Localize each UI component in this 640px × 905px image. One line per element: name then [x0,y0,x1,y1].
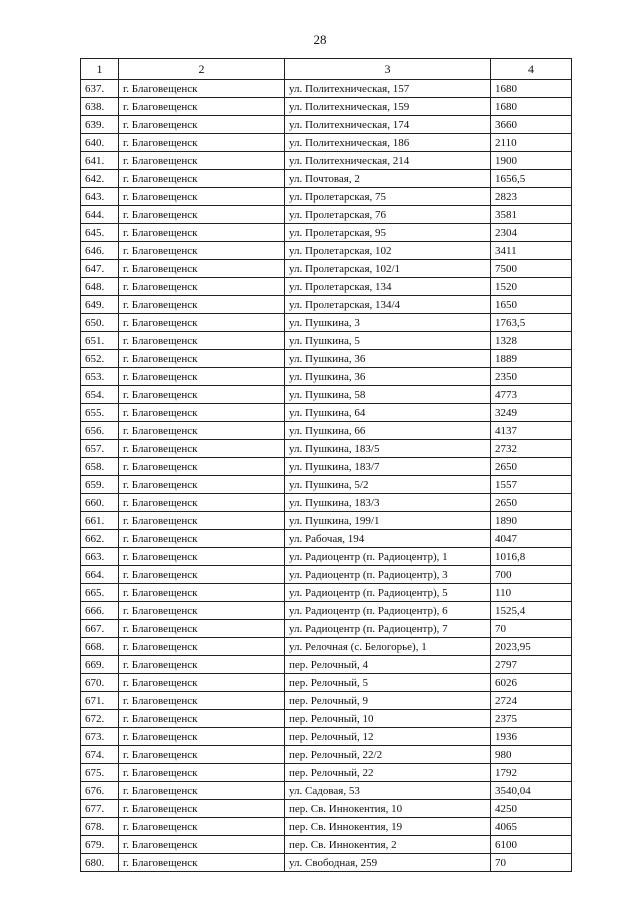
address-cell: ул. Пушкина, 58 [285,386,491,404]
row-number: 647. [81,260,119,278]
value-cell: 4773 [491,386,572,404]
address-cell: ул. Пушкина, 3 [285,314,491,332]
city-cell: г. Благовещенск [119,566,285,584]
address-cell: пер. Релочный, 10 [285,710,491,728]
header-col-3: 3 [285,59,491,80]
row-number: 671. [81,692,119,710]
row-number: 670. [81,674,119,692]
row-number: 660. [81,494,119,512]
address-cell: ул. Пушкина, 183/3 [285,494,491,512]
value-cell: 70 [491,620,572,638]
row-number: 680. [81,854,119,872]
city-cell: г. Благовещенск [119,170,285,188]
value-cell: 2650 [491,494,572,512]
value-cell: 2650 [491,458,572,476]
address-cell: пер. Св. Иннокентия, 19 [285,818,491,836]
value-cell: 3581 [491,206,572,224]
row-number: 678. [81,818,119,836]
row-number: 673. [81,728,119,746]
address-cell: ул. Политехническая, 214 [285,152,491,170]
row-number: 655. [81,404,119,422]
table-row [81,98,572,116]
header-col-1: 1 [81,59,119,80]
table-row [81,314,572,332]
address-cell: ул. Радиоцентр (п. Радиоцентр), 1 [285,548,491,566]
value-cell: 1889 [491,350,572,368]
address-cell: ул. Пушкина, 36 [285,368,491,386]
header-row [81,59,572,80]
table-row [81,566,572,584]
table-row [81,152,572,170]
address-cell: ул. Пролетарская, 95 [285,224,491,242]
city-cell: г. Благовещенск [119,134,285,152]
value-cell: 2724 [491,692,572,710]
value-cell: 1900 [491,152,572,170]
address-cell: ул. Радиоцентр (п. Радиоцентр), 5 [285,584,491,602]
row-number: 646. [81,242,119,260]
table-row [81,368,572,386]
value-cell: 2823 [491,188,572,206]
address-cell: пер. Св. Иннокентия, 10 [285,800,491,818]
address-cell: ул. Релочная (с. Белогорье), 1 [285,638,491,656]
city-cell: г. Благовещенск [119,728,285,746]
address-cell: ул. Пролетарская, 102/1 [285,260,491,278]
row-number: 638. [81,98,119,116]
row-number: 674. [81,746,119,764]
value-cell: 1680 [491,98,572,116]
row-number: 651. [81,332,119,350]
address-cell: ул. Радиоцентр (п. Радиоцентр), 7 [285,620,491,638]
address-cell: ул. Пушкина, 183/7 [285,458,491,476]
value-cell: 1792 [491,764,572,782]
city-cell: г. Благовещенск [119,800,285,818]
city-cell: г. Благовещенск [119,638,285,656]
table-row [81,620,572,638]
row-number: 677. [81,800,119,818]
row-number: 652. [81,350,119,368]
table-row [81,854,572,872]
row-number: 643. [81,188,119,206]
city-cell: г. Благовещенск [119,548,285,566]
table-row [81,422,572,440]
row-number: 672. [81,710,119,728]
table-row [81,260,572,278]
value-cell: 1525,4 [491,602,572,620]
city-cell: г. Благовещенск [119,368,285,386]
table-row [81,206,572,224]
city-cell: г. Благовещенск [119,80,285,98]
city-cell: г. Благовещенск [119,512,285,530]
table-row [81,512,572,530]
address-cell: ул. Радиоцентр (п. Радиоцентр), 6 [285,602,491,620]
city-cell: г. Благовещенск [119,746,285,764]
city-cell: г. Благовещенск [119,296,285,314]
table-row [81,134,572,152]
table-row [81,656,572,674]
value-cell: 1328 [491,332,572,350]
value-cell: 2350 [491,368,572,386]
value-cell: 4065 [491,818,572,836]
table-row [81,800,572,818]
row-number: 662. [81,530,119,548]
table-row [81,224,572,242]
city-cell: г. Благовещенск [119,494,285,512]
row-number: 666. [81,602,119,620]
value-cell: 2797 [491,656,572,674]
row-number: 656. [81,422,119,440]
value-cell: 6026 [491,674,572,692]
row-number: 659. [81,476,119,494]
table-row [81,170,572,188]
value-cell: 1016,8 [491,548,572,566]
table-row [81,602,572,620]
value-cell: 6100 [491,836,572,854]
address-cell: пер. Релочный, 9 [285,692,491,710]
row-number: 664. [81,566,119,584]
city-cell: г. Благовещенск [119,602,285,620]
table-row [81,584,572,602]
city-cell: г. Благовещенск [119,818,285,836]
row-number: 658. [81,458,119,476]
address-table [80,58,572,872]
city-cell: г. Благовещенск [119,332,285,350]
address-cell: ул. Пушкина, 5 [285,332,491,350]
table-row [81,494,572,512]
table-row [81,818,572,836]
row-number: 675. [81,764,119,782]
row-number: 640. [81,134,119,152]
value-cell: 4250 [491,800,572,818]
address-cell: ул. Свободная, 259 [285,854,491,872]
table-header [81,59,572,80]
value-cell: 2732 [491,440,572,458]
value-cell: 110 [491,584,572,602]
row-number: 653. [81,368,119,386]
value-cell: 1650 [491,296,572,314]
city-cell: г. Благовещенск [119,278,285,296]
address-cell: ул. Садовая, 53 [285,782,491,800]
city-cell: г. Благовещенск [119,656,285,674]
value-cell: 70 [491,854,572,872]
table-row [81,728,572,746]
address-cell: ул. Пушкина, 66 [285,422,491,440]
city-cell: г. Благовещенск [119,422,285,440]
table-row [81,674,572,692]
address-cell: пер. Св. Иннокентия, 2 [285,836,491,854]
value-cell: 3249 [491,404,572,422]
city-cell: г. Благовещенск [119,710,285,728]
city-cell: г. Благовещенск [119,206,285,224]
address-cell: ул. Радиоцентр (п. Радиоцентр), 3 [285,566,491,584]
address-cell: ул. Пушкина, 183/5 [285,440,491,458]
table-row [81,458,572,476]
value-cell: 2304 [491,224,572,242]
city-cell: г. Благовещенск [119,620,285,638]
value-cell: 3411 [491,242,572,260]
row-number: 644. [81,206,119,224]
value-cell: 700 [491,566,572,584]
address-cell: ул. Политехническая, 159 [285,98,491,116]
row-number: 668. [81,638,119,656]
table-row [81,638,572,656]
table-row [81,296,572,314]
table-row [81,350,572,368]
city-cell: г. Благовещенск [119,764,285,782]
address-cell: ул. Пушкина, 5/2 [285,476,491,494]
table-row [81,782,572,800]
row-number: 667. [81,620,119,638]
address-cell: ул. Политехническая, 157 [285,80,491,98]
table-row [81,188,572,206]
row-number: 637. [81,80,119,98]
address-cell: пер. Релочный, 12 [285,728,491,746]
table-row [81,242,572,260]
table-row [81,836,572,854]
row-number: 657. [81,440,119,458]
table-row [81,692,572,710]
city-cell: г. Благовещенск [119,782,285,800]
table-row [81,746,572,764]
row-number: 663. [81,548,119,566]
address-cell: ул. Пролетарская, 134/4 [285,296,491,314]
address-cell: ул. Рабочая, 194 [285,530,491,548]
row-number: 641. [81,152,119,170]
value-cell: 1936 [491,728,572,746]
city-cell: г. Благовещенск [119,152,285,170]
value-cell: 1557 [491,476,572,494]
header-col-2: 2 [119,59,285,80]
value-cell: 7500 [491,260,572,278]
address-cell: ул. Пролетарская, 102 [285,242,491,260]
page-number: 28 [313,32,327,47]
row-number: 642. [81,170,119,188]
value-cell: 3540,04 [491,782,572,800]
address-cell: пер. Релочный, 22/2 [285,746,491,764]
city-cell: г. Благовещенск [119,188,285,206]
city-cell: г. Благовещенск [119,584,285,602]
row-number: 654. [81,386,119,404]
city-cell: г. Благовещенск [119,350,285,368]
header-col-4: 4 [491,59,572,80]
table-row [81,764,572,782]
table-row [81,80,572,98]
value-cell: 1656,5 [491,170,572,188]
value-cell: 1520 [491,278,572,296]
row-number: 669. [81,656,119,674]
value-cell: 1890 [491,512,572,530]
city-cell: г. Благовещенск [119,836,285,854]
address-cell: ул. Пролетарская, 134 [285,278,491,296]
address-cell: пер. Релочный, 5 [285,674,491,692]
address-cell: пер. Релочный, 4 [285,656,491,674]
city-cell: г. Благовещенск [119,476,285,494]
value-cell: 2110 [491,134,572,152]
table-row [81,332,572,350]
value-cell: 1763,5 [491,314,572,332]
address-cell: ул. Пушкина, 36 [285,350,491,368]
value-cell: 2023,95 [491,638,572,656]
city-cell: г. Благовещенск [119,854,285,872]
city-cell: г. Благовещенск [119,458,285,476]
address-cell: ул. Политехническая, 174 [285,116,491,134]
value-cell: 4047 [491,530,572,548]
row-number: 661. [81,512,119,530]
city-cell: г. Благовещенск [119,224,285,242]
city-cell: г. Благовещенск [119,404,285,422]
value-cell: 2375 [491,710,572,728]
address-cell: пер. Релочный, 22 [285,764,491,782]
row-number: 645. [81,224,119,242]
city-cell: г. Благовещенск [119,692,285,710]
table-row [81,440,572,458]
table-row [81,548,572,566]
table-row [81,404,572,422]
address-cell: ул. Почтовая, 2 [285,170,491,188]
table-row [81,278,572,296]
table-row [81,116,572,134]
address-cell: ул. Пролетарская, 76 [285,206,491,224]
table-row [81,530,572,548]
city-cell: г. Благовещенск [119,530,285,548]
value-cell: 3660 [491,116,572,134]
address-cell: ул. Пушкина, 199/1 [285,512,491,530]
table-row [81,710,572,728]
city-cell: г. Благовещенск [119,260,285,278]
table-body [81,80,572,872]
table-row [81,386,572,404]
city-cell: г. Благовещенск [119,674,285,692]
city-cell: г. Благовещенск [119,440,285,458]
city-cell: г. Благовещенск [119,314,285,332]
row-number: 665. [81,584,119,602]
row-number: 639. [81,116,119,134]
value-cell: 1680 [491,80,572,98]
row-number: 679. [81,836,119,854]
row-number: 676. [81,782,119,800]
row-number: 648. [81,278,119,296]
address-cell: ул. Пролетарская, 75 [285,188,491,206]
row-number: 649. [81,296,119,314]
value-cell: 980 [491,746,572,764]
table-row [81,476,572,494]
city-cell: г. Благовещенск [119,242,285,260]
address-cell: ул. Политехническая, 186 [285,134,491,152]
city-cell: г. Благовещенск [119,116,285,134]
value-cell: 4137 [491,422,572,440]
address-cell: ул. Пушкина, 64 [285,404,491,422]
city-cell: г. Благовещенск [119,98,285,116]
city-cell: г. Благовещенск [119,386,285,404]
row-number: 650. [81,314,119,332]
